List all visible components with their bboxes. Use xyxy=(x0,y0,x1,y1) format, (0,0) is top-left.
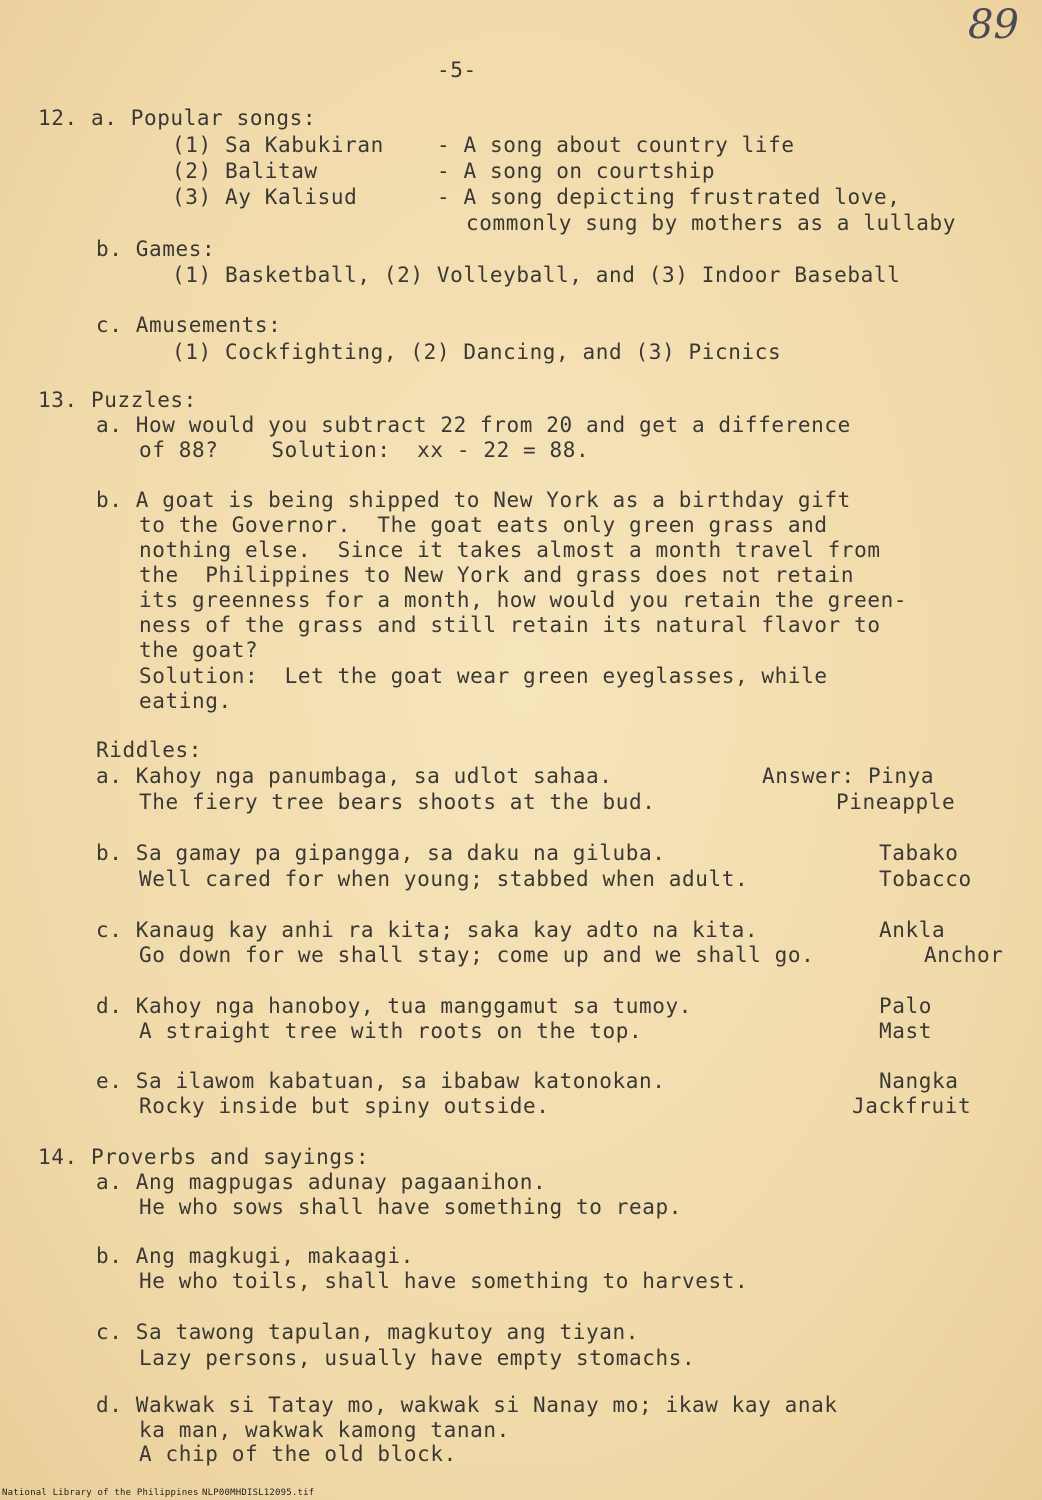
puzzle-a-line-2: of 88? Solution: xx - 22 = 88. xyxy=(139,438,590,462)
riddle-e-answer-native: Nangka xyxy=(879,1069,959,1093)
song-2-name: (2) Balitaw xyxy=(172,159,318,183)
games-label: b. Games: xyxy=(96,237,216,261)
puzzle-b-line: ness of the grass and still retain its natural flavor to xyxy=(139,613,881,637)
section-13-heading: 13. Puzzles: xyxy=(38,388,197,412)
section-12-heading: 12. a. Popular songs: xyxy=(38,106,317,130)
section-14-heading: 14. Proverbs and sayings: xyxy=(38,1145,370,1169)
riddle-a-answer-native: Answer: Pinya xyxy=(762,764,935,788)
riddle-e-english: Rocky inside but spiny outside. xyxy=(139,1094,550,1118)
riddle-a-native: a. Kahoy nga panumbaga, sa udlot sahaa. xyxy=(96,764,613,788)
riddle-b-native: b. Sa gamay pa gipangga, sa daku na giluba. xyxy=(96,841,666,865)
puzzle-b-line: to the Governor. The goat eats only green grass and xyxy=(139,513,828,537)
footer-library: National Library of the Philippines xyxy=(2,1488,199,1498)
song-3-desc: - A song depicting frustrated love, xyxy=(437,185,901,209)
page-header: -5- xyxy=(437,58,477,82)
puzzle-a-line-1: a. How would you subtract 22 from 20 and get a difference xyxy=(96,413,851,437)
riddle-c-english: Go down for we shall stay; come up and we shall go. xyxy=(139,943,815,967)
song-3-desc-cont: commonly sung by mothers as a lullaby xyxy=(466,211,956,235)
amusements-label: c. Amusements: xyxy=(96,313,282,337)
footer-file-id: NLP00MHDISL12095.tif xyxy=(202,1488,315,1498)
riddle-b-answer-english: Tobacco xyxy=(879,867,972,891)
song-2-desc: - A song on courtship xyxy=(437,159,716,183)
puzzle-b-line: b. A goat is being shipped to New York as a birthday gift xyxy=(96,488,851,512)
song-1-name: (1) Sa Kabukiran xyxy=(172,133,384,157)
proverb-a-english: He who sows shall have something to reap. xyxy=(139,1195,682,1219)
riddle-d-native: d. Kahoy nga hanoboy, tua manggamut sa tumoy. xyxy=(96,994,692,1018)
proverb-c-english: Lazy persons, usually have empty stomachs. xyxy=(139,1346,696,1370)
riddle-d-answer-english: Mast xyxy=(879,1019,932,1043)
riddle-a-answer-english: Pineapple xyxy=(836,790,956,814)
riddle-a-english: The fiery tree bears shoots at the bud. xyxy=(139,790,656,814)
song-1-desc: - A song about country life xyxy=(437,133,795,157)
puzzle-b-line: its greenness for a month, how would you retain the green- xyxy=(139,588,908,612)
proverb-d-english: A chip of the old block. xyxy=(139,1442,457,1466)
proverb-c-native: c. Sa tawong tapulan, magkutoy ang tiyan. xyxy=(96,1320,639,1344)
riddle-d-answer-native: Palo xyxy=(879,994,932,1018)
riddle-c-native: c. Kanaug kay anhi ra kita; saka kay adto na kita. xyxy=(96,918,759,942)
riddle-c-answer-english: Anchor xyxy=(924,943,1004,967)
puzzle-b-line: the goat? xyxy=(139,638,259,662)
amusements-text: (1) Cockfighting, (2) Dancing, and (3) Picnics xyxy=(172,340,782,364)
riddle-b-answer-native: Tabako xyxy=(879,841,959,865)
riddle-e-answer-english: Jackfruit xyxy=(852,1094,972,1118)
riddle-d-english: A straight tree with roots on the top. xyxy=(139,1019,643,1043)
proverb-d-line: ka man, wakwak kamong tanan. xyxy=(139,1418,510,1442)
riddle-c-answer-native: Ankla xyxy=(879,918,946,942)
puzzle-b-line: nothing else. Since it takes almost a month travel from xyxy=(139,538,881,562)
proverb-b-native: b. Ang magkugi, makaagi. xyxy=(96,1244,414,1268)
riddles-heading: Riddles: xyxy=(96,738,202,762)
proverb-d-line: d. Wakwak si Tatay mo, wakwak si Nanay mo; ikaw kay anak xyxy=(96,1393,838,1417)
proverb-a-native: a. Ang magpugas adunay pagaanihon. xyxy=(96,1170,547,1194)
puzzle-b-line: the Philippines to New York and grass does not retain xyxy=(139,563,855,587)
games-text: (1) Basketball, (2) Volleyball, and (3) Indoor Baseball xyxy=(172,263,901,287)
handwritten-page-number: 89 xyxy=(968,2,1019,48)
riddle-b-english: Well cared for when young; stabbed when adult. xyxy=(139,867,749,891)
proverb-b-english: He who toils, shall have something to harvest. xyxy=(139,1269,749,1293)
puzzle-b-solution: Solution: Let the goat wear green eyeglasses, while xyxy=(139,664,828,688)
riddle-e-native: e. Sa ilawom kabatuan, sa ibabaw katonokan. xyxy=(96,1069,666,1093)
song-3-name: (3) Ay Kalisud xyxy=(172,185,358,209)
puzzle-b-line: eating. xyxy=(139,689,232,713)
